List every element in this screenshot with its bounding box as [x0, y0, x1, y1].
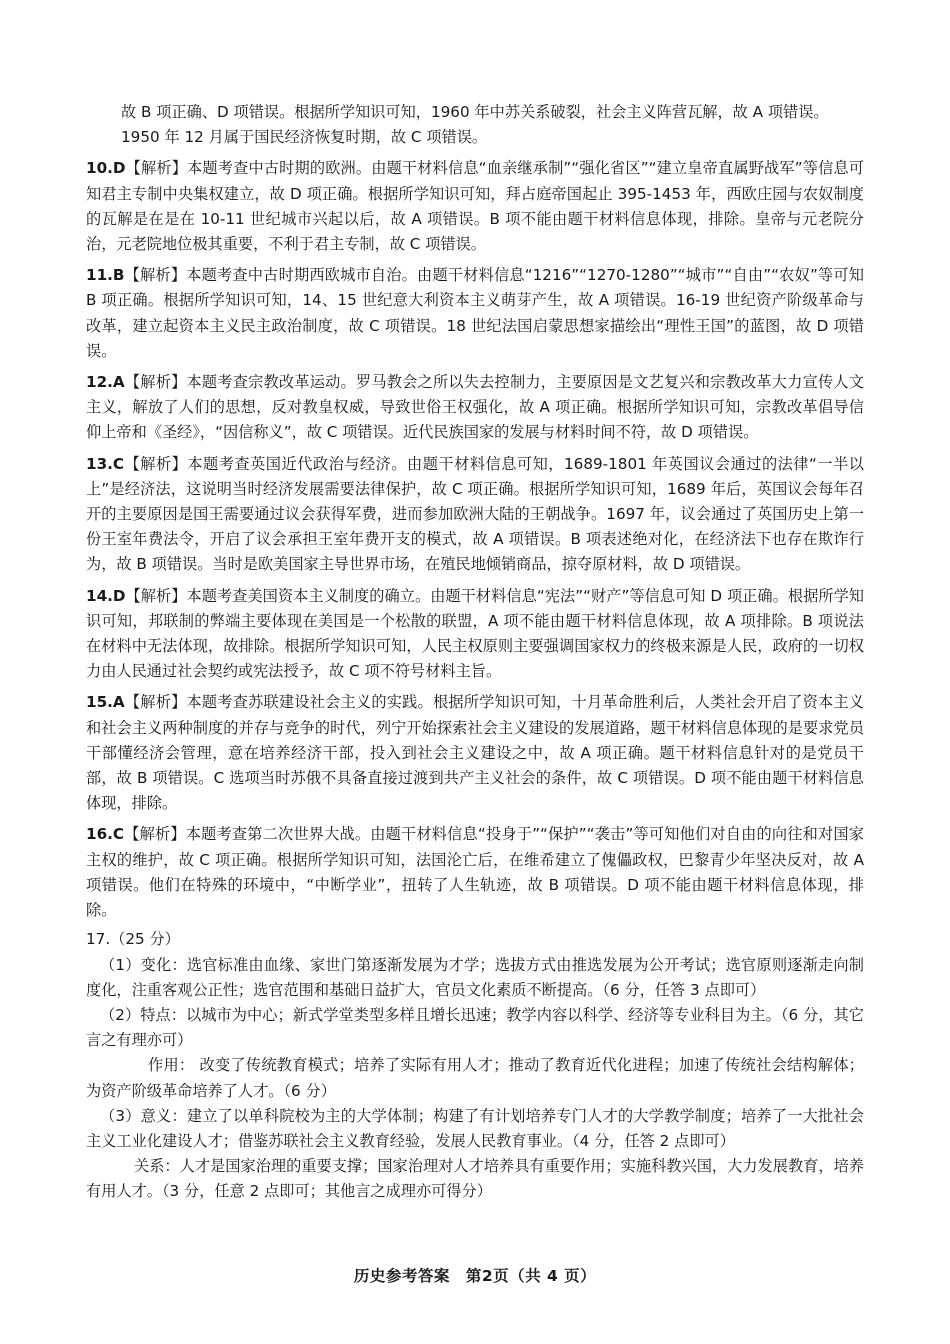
- question-17-part-1: （1）变化：选官标准由血缘、家世门第逐渐发展为才学；选拔方式由推选发展为公开考试；选官原则逐渐走向制度化，注重客观公正性；选官范围和基础日益扩大，官员文化素质不断提高。（6 分，任答 3 点即可）: [86, 955, 864, 999]
- question-17-part-3-relation: 关系：人才是国家治理的重要支撑；国家治理对人才培养具有重要作用；实施科教兴国，大力发展教育，培养有用人才。（3 分，任意 2 点即可；其他言之成理亦可得分）: [86, 1157, 864, 1201]
- page-footer: 历史参考答案 第2页（共 4 页）: [353, 1267, 597, 1285]
- intro-line-1: 故 B 项正确、D 项错误。根据所学知识可知，1960 年中苏关系破裂，社会主义阵营瓦解，故 A 项错误。: [121, 103, 829, 121]
- answer-10: [86, 156, 864, 257]
- answer-16-number: 16.C: [86, 825, 125, 844]
- answer-content: [86, 100, 864, 1205]
- answer-13: [86, 452, 864, 578]
- answer-12-number: 12.A: [86, 373, 125, 392]
- answer-10-number: 10.D: [86, 159, 126, 178]
- question-17-part-3-significance: （3）意义：建立了以单科院校为主的大学体制；构建了有计划培养专门人才的大学教学制度；培养了一大批社会主义工业化建设人才；借鉴苏联社会主义教育经验，发展人民教育事业。（4 分，任答 2 点即可）: [86, 1106, 864, 1150]
- answer-12-text: 【解析】本题考查宗教改革运动。罗马教会之所以失去控制力，主要原因是文艺复兴和宗教改革大力宣传人文主义，解放了人们的思想，反对教皇权威，导致世俗王权强化，故 A 项正确。根据所学知识可知，宗教改革倡导信仰上帝和《圣经》，“因信称义”，故 C 项错误。近代民族国家的发展与材料时间不符，故 D 项错误。: [86, 373, 864, 442]
- answer-14: [86, 584, 864, 685]
- answer-16: [86, 822, 864, 923]
- answer-12: [86, 370, 864, 446]
- question-17-part-2-effects: 作用： 改变了传统教育模式；培养了实际有用人才；推动了教育近代化进程；加速了传统社会结构解体；为资产阶级革命培养了人才。（6 分）: [86, 1056, 864, 1100]
- answer-15: [86, 690, 864, 816]
- question-17-part-2-features: （2）特点：以城市为中心；新式学堂类型多样且增长迅速；教学内容以科学、经济等专业科目为主。（6 分，其它言之有理亦可）: [86, 1005, 864, 1050]
- answer-11-text: 【解析】本题考查中古时期西欧城市自治。由题干材料信息“1216”“1270-1280”“城市”“自由”“农奴”等可知 B 项正确。根据所学知识可知，14、15 世纪意大利资本主义萌芽产生，故 A 项错误。16-19 世纪资产阶级革命与改革，建立起资本主义民主政治制度，故 C 项错误。18 世纪法国启蒙思想家描绘出“理性王国”的蓝图，故 D 项错误。: [86, 266, 864, 360]
- answer-11-number: 11.B: [86, 266, 125, 285]
- answer-10-text: 【解析】本题考查中古时期的欧洲。由题干材料信息“血亲继承制”“强化省区”“建立皇帝直属野战军”等信息可知君主专制中央集权建立，故 D 项正确。根据所学知识可知，拜占庭帝国起止 395-1453 年，西欧庄园与农奴制度的瓦解是在是在 10-11 世纪城市兴起以后，故 A 项错误。B 项不能由题干材料信息体现，排除。皇帝与元老院分治，元老院地位极其重要，不利于君主专制，故 C 项错误。: [86, 159, 864, 254]
- intro-paragraph: [86, 100, 864, 150]
- answer-13-text: 【解析】本题考查英国近代政治与经济。由题干材料信息可知，1689-1801 年英国议会通过的法律“一半以上”是经济法，这说明当时经济发展需要法律保护，故 C 项正确。根据所学知识可知，1689 年后，英国议会每年召开的主要原因是国王需要通过议会获得军费，进而参加欧洲大陆的王朝战争。1697 年，议会通过了英国历史上第一份王室年费法令，开启了议会承担王室年费开支的模式，故 A 项错误。B 项表述绝对化，在经济法下也存在欺诈行为，故 B 项错误。当时是欧美国家主导世界市场，在殖民地倾销商品，掠夺原材料，故 D 项错误。: [86, 454, 864, 574]
- question-17-title: 17.（25 分）: [86, 930, 180, 949]
- answer-15-text: 【解析】本题考查苏联建设社会主义的实践。根据所学知识可知，十月革命胜利后，人类社会开启了资本主义和社会主义两种制度的并存与竞争的时代，列宁开始探索社会主义建设的发展道路，题干材料信息体现的是要求党员干部懂经济会管理，意在培养经济干部，投入到社会主义建设之中，故 A 项正确。题干材料信息针对的是党员干部，故 B 项错误。C 选项当时苏俄不具备直接过渡到共产主义社会的条件，故 C 项错误。D 项不能由题干材料信息体现，排除。: [86, 693, 864, 813]
- answer-13-number: 13.C: [86, 454, 125, 473]
- answer-14-text: 【解析】本题考查美国资本主义制度的确立。由题干材料信息“宪法”“财产”等信息可知 D 项正确。根据所学知识可知，邦联制的弊端主要体现在美国是一个松散的联盟，A 项不能由题干材料信息体现，故 A 项排除。B 项说法在材料中无法体现，故排除。根据所学知识可知，人民主权原则主要强调国家权力的终极来源是人民，政府的一切权力由人民通过社会契约或宪法授予，故 C 项不符号材料主旨。: [86, 586, 864, 681]
- answer-14-number: 14.D: [86, 586, 126, 605]
- answer-15-number: 15.A: [86, 693, 125, 712]
- intro-line-2: 1950 年 12 月属于国民经济恢复时期，故 C 项错误。: [121, 128, 488, 147]
- answer-11: [86, 263, 864, 364]
- answer-16-text: 【解析】本题考查第二次世界大战。由题干材料信息“投身于”“保护”“袭击”等可知他们对自由的向往和对国家主权的维护，故 C 项正确。根据所学知识可知，法国沦亡后，在维希建立了傀儡政权，巴黎青少年坚决反对，故 A 项错误。他们在特殊的环境中，“中断学业”，扭转了人生轨迹，故 B 项错误。D 项不能由题干材料信息体现，排除。: [86, 825, 864, 920]
